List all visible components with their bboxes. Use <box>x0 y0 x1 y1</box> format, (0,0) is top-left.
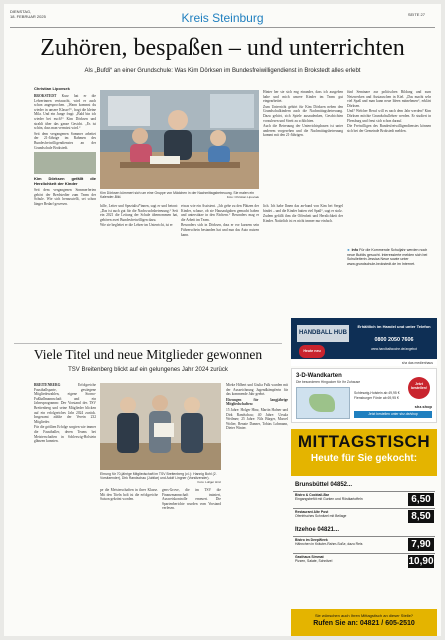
info-lead: Info <box>351 248 359 252</box>
menu-entry <box>293 536 435 552</box>
menu-entry <box>293 491 435 507</box>
dish-price: 8,50 <box>408 510 434 523</box>
paragraph: etwas wie ein Assistent. „Ich gehe zu den Plätzen der Kinder, schaue, ob sie Hausaufgaben gemacht haben und unterstütze in den Fächern.“ Besonders mag er die Arbeit im Team. <box>181 204 259 222</box>
paragraph: Seit dem vergangenen Sommerferien gehört der Bredstedter zum Team der Schule. Wie sich herausstellt, sei schon länger Bedarf gewesen. <box>34 188 96 206</box>
ceremony-illustration <box>100 383 221 470</box>
menu-entry <box>293 508 435 524</box>
article2-column-2 <box>100 488 158 634</box>
footer-invite: Sie wünschen auch Ihren Mittagstisch an dieser Stelle? <box>314 613 414 618</box>
dateline: BROKSTEDT <box>34 94 57 98</box>
article2-subline: TSV Breitenberg blickt auf ein gelungenes Jahr 2024 zurück <box>68 367 228 373</box>
classroom-illustration <box>100 90 259 189</box>
dish-description: Hähnchen in Kräuter-Rahm-Soße, dazu Reis <box>295 542 363 547</box>
paragraph: Und? Welcher Beruf will es nach dem Jahr werden? Kim Dörksen möchte Grundschullehrer werden. Er studiert in Flensburg und freut sich schon darauf. <box>347 109 431 123</box>
lunch-menu-subtitle: Heute für Sie gekocht: <box>310 453 418 464</box>
restaurant-name: Bistro im DeepWeek <box>295 538 328 542</box>
dish-price: 10,90 <box>408 556 434 567</box>
paragraph: pe die Meisterschaften in ihrer Klasse. Mit den Titeln holt ist die erfolgreiche Saison gekrönt worden. <box>100 488 158 502</box>
ad-text: Erhältlich im Handel und unter Telefon <box>357 324 431 329</box>
paragraph: Wie sie begleitet er die Lehrer im Unterricht, ist er <box>100 223 173 228</box>
city-heading: Itzehoe 04821... <box>295 527 340 533</box>
paragraph: Kurz hat er die Lehrerinnen vertauscht, wird er auch schon angesprochen. „Wann kommst du wieder in unsere Klasse?“, fragt die kleine Mila. Und ein Junge fragt: „Bald bin ich wieder bei euch?“ Kim Dörksen und strahlt über das ganze Gesicht. „Es ist schön, dass man vermisst wird.“ <box>34 94 96 131</box>
wall-map-advertisement[interactable] <box>291 368 437 423</box>
restaurant-name: Bistro & Cocktail-Bar <box>295 493 330 497</box>
restaurant-name: Gasthaus Simmat <box>295 555 324 559</box>
ad-url[interactable]: www.handballwoche.de/angebot <box>371 347 417 351</box>
section-divider <box>14 343 282 344</box>
article2-headline: Viele Titel und neue Mitglieder gewonnen <box>33 347 263 362</box>
article2-column-1 <box>34 383 96 633</box>
ad-subtitle: Die besonderen Hingucker für Ihr Zuhause <box>296 380 361 384</box>
issue-date-text: 18. FEBRUAR 2025 <box>10 14 46 19</box>
ad-phone: 0800 2050 7606 <box>374 337 414 343</box>
newspaper-page <box>4 4 441 636</box>
restaurant-name: Restaurant Alte Post <box>295 510 329 514</box>
info-arrow-icon: ► <box>347 248 351 252</box>
article2-photo-ceremony <box>100 383 221 470</box>
honors-title: Ehrungen für langjährige Mitgliedschaften: <box>226 397 288 407</box>
article-photo-classroom <box>100 90 259 189</box>
shop-logo: shz.shop <box>414 404 432 409</box>
paragraph: hilfe, Leiter und Spezialist*innen, sagt er und betont: „Das ist auch gut für die Nachwuchsbetreuung.“ Seit ein 2021 die Leitung der Schule übernommen hat, gehören zwei Bundesfreiwilligen dazu. <box>100 204 178 222</box>
article2-column-3 <box>162 488 221 634</box>
dish-price: 6,50 <box>408 493 434 506</box>
paragraph: Zudem gefällt ihm die Offenheit und Herzlichkeit der Kinder. Natürlich ist es nicht immer nur einfach. <box>263 214 343 223</box>
ad-prices: Schleswig-Holstein ab 49,95 € Flensburger Förde ab 69,95 € <box>354 391 400 400</box>
footer-phone: Rufen Sie an: 04821 / 605-2510 <box>313 620 415 627</box>
lunch-menu-footer <box>291 609 437 636</box>
info-box <box>347 248 431 266</box>
paragraph: Hinter her sie sich eng einander, dass ich ausgeben habe und mich unsere Kinder im Team gut eingearbeitet. <box>263 90 343 104</box>
portrait-photo <box>34 152 96 174</box>
paragraph: Mieke Hilbert und Giulia Falk wurden mit der Auszeichnung Jugendkämpferin für das kommende Jahr geehrt. <box>226 383 288 397</box>
lunch-menu-header <box>291 429 437 476</box>
caption-text: Ehrung für 70-jährige Mitgliedschaft im TSV Breitenberg (v.l.): Hannig Bohl (2. Vorsitzender), Dirk Randschau (Jubilar) und Adolf Lingner (Vorsitzender). <box>100 472 217 481</box>
magazine-logo: HANDBALL HUB <box>297 325 349 342</box>
dish-description: Ofenfrisches Schnitzel mit Beilage <box>295 514 347 519</box>
menu-entry <box>293 553 435 569</box>
page-header <box>4 4 441 34</box>
issue-day: DIENSTAG, <box>10 9 32 14</box>
article-byline: Christian Lipovsek <box>34 86 70 91</box>
publisher-footer: shz das medienhaus <box>291 360 437 366</box>
order-link[interactable]: Jetzt bestellen unter shz.de/shop <box>354 411 432 418</box>
info-text: Für die Kommende Schuljahr werden noch neue Bufdis gesucht. Interessierte melden sich bei Schulleiterin Jessica Neue sowie unter www.grundschule-brokstedt.de im Internet. <box>347 248 428 266</box>
paragraph: Die Freiwilligen des Bundesfreiwilligendienstes können sich bei der Gemeinde Brokstedt melden. <box>347 124 431 133</box>
city-heading: Brunsbüttel 04852... <box>295 482 353 488</box>
article-column-5 <box>263 90 343 200</box>
lunch-menu-title: MITTAGSTISCH <box>297 432 431 451</box>
article2-column-4 <box>226 383 288 633</box>
paragraph: fünf Seminare zur politischen Bildung und zum Netzwerken und Austauschen in Kiel. „Das macht sehr viel Spaß und man kann neue Ideen mitnehmen“, erklärt Dörksen. <box>347 90 431 108</box>
map-image <box>296 387 350 419</box>
article-column-1 <box>34 94 96 344</box>
page-number: SEITE 27 <box>407 12 425 17</box>
photo-credit: Foto: Christian Lipovsek <box>226 195 259 200</box>
header-rule <box>10 27 435 28</box>
paragraph: Für die größten Erfolge sorgten wie immer die Faustballer, deren Teams bei Meisterschaften in Schleswig-Holstein glänzen konnten. <box>34 425 96 444</box>
dish-description: Eingangsbeföt mit Gurken und Röstkartoffeln <box>295 497 363 502</box>
photo-caption <box>100 191 259 199</box>
article-column-2 <box>100 204 178 340</box>
handball-advertisement[interactable] <box>291 318 437 359</box>
paragraph: gens-Grove, die im TSV die Finanzmannschaft trainiert, Ausweiskontrolle erneuert. Die Spartenberichte wurden vom Vorstand verlesen. <box>162 488 221 511</box>
paragraph: lich. Ich habe Ihnen das an-band von Kim bei Sergel bindet – und die Kinder hatten viel Spaß“, sagt er stolz. <box>263 204 343 213</box>
paragraph: Seit dem vergangenen Sommer arbeitet der 21-Jährige im Rahmen des Bundesfreiwilligendienstes an der Grundschule Brokstedt. <box>34 131 96 150</box>
article-headline: Zuhören, bespaßen – und unterrichten <box>40 35 405 61</box>
new-badge: Heute neu <box>299 345 325 358</box>
paragraph: Auch die Betreuung der Unterrichtsphasen ist unter anderem vorgesehen und die Nachmittagsbetreuung kommt mit den 21-Jährigen. <box>263 124 343 138</box>
section-title: Kreis Steinburg <box>181 11 264 25</box>
honors-list: 15 Jahre: Holger Hinz, Martin Hafner und Dirk Randschau; 40 Jahre: Ursula Weilmer; 25 Jahre: Nils Bürger, Marcel Wolter, Renate Danner, Tobias Lohmann, Dieter Winter. <box>226 407 288 431</box>
paragraph: Besonders sich in Dörksen, dass er vor kurzem sein Führerschein bestanden hat und nun das Auto nutzen kann. <box>181 223 259 237</box>
dish-price: 7,90 <box>408 538 434 551</box>
paragraph: Erfolgreiche Faustballsparte, gestiegene Mitgliederzahlen, eigene Storno-Fußballmannschaft und ein Jahresprogramm: Der Vorstand des TSV Breitenberg und seine Mitglieder blicken auf ein erfolgreiches Jahr 2024 zurück. Insgesamt zählte der Verein 232 Mitglieder. <box>34 383 96 424</box>
portrait-caption: Kim Dörksen gefällt die Herzlichkeit der Kinder <box>34 176 96 187</box>
dish-description: Pizzen, Salate, Schnitzel <box>295 559 333 564</box>
photo-credit: Foto: Lollger Hinz <box>197 480 221 485</box>
article-column-3 <box>181 204 259 340</box>
ad-title: 3-D-Wandkarten <box>296 373 342 379</box>
order-badge: Jetzt bestellen! <box>408 377 430 399</box>
article-column-6 <box>347 90 431 246</box>
paragraph: Zum Unterricht gehört für Kim Dörksen neben den Grundschulkindern auch die Nachmittagsbetreuung. Dazu gehört, sich Spiele auszudenken, Geschichten vorzulesen und Streit zu schlichten. <box>263 104 343 123</box>
caption-text: Kim Dörksen kümmert sich um eine Gruppe von Mädchen in der Nachmittagsbetreuung. Sie malen ein Kalender-Bild. <box>100 191 254 200</box>
article-subline: Als „Bufdi“ an einer Grundschule: Was Kim Dörksen im Bundesfreiwilligendienst in Brokstedt alles erlebt <box>84 68 361 74</box>
dateline: BREITENBERG <box>34 383 61 387</box>
photo-caption <box>100 472 221 485</box>
